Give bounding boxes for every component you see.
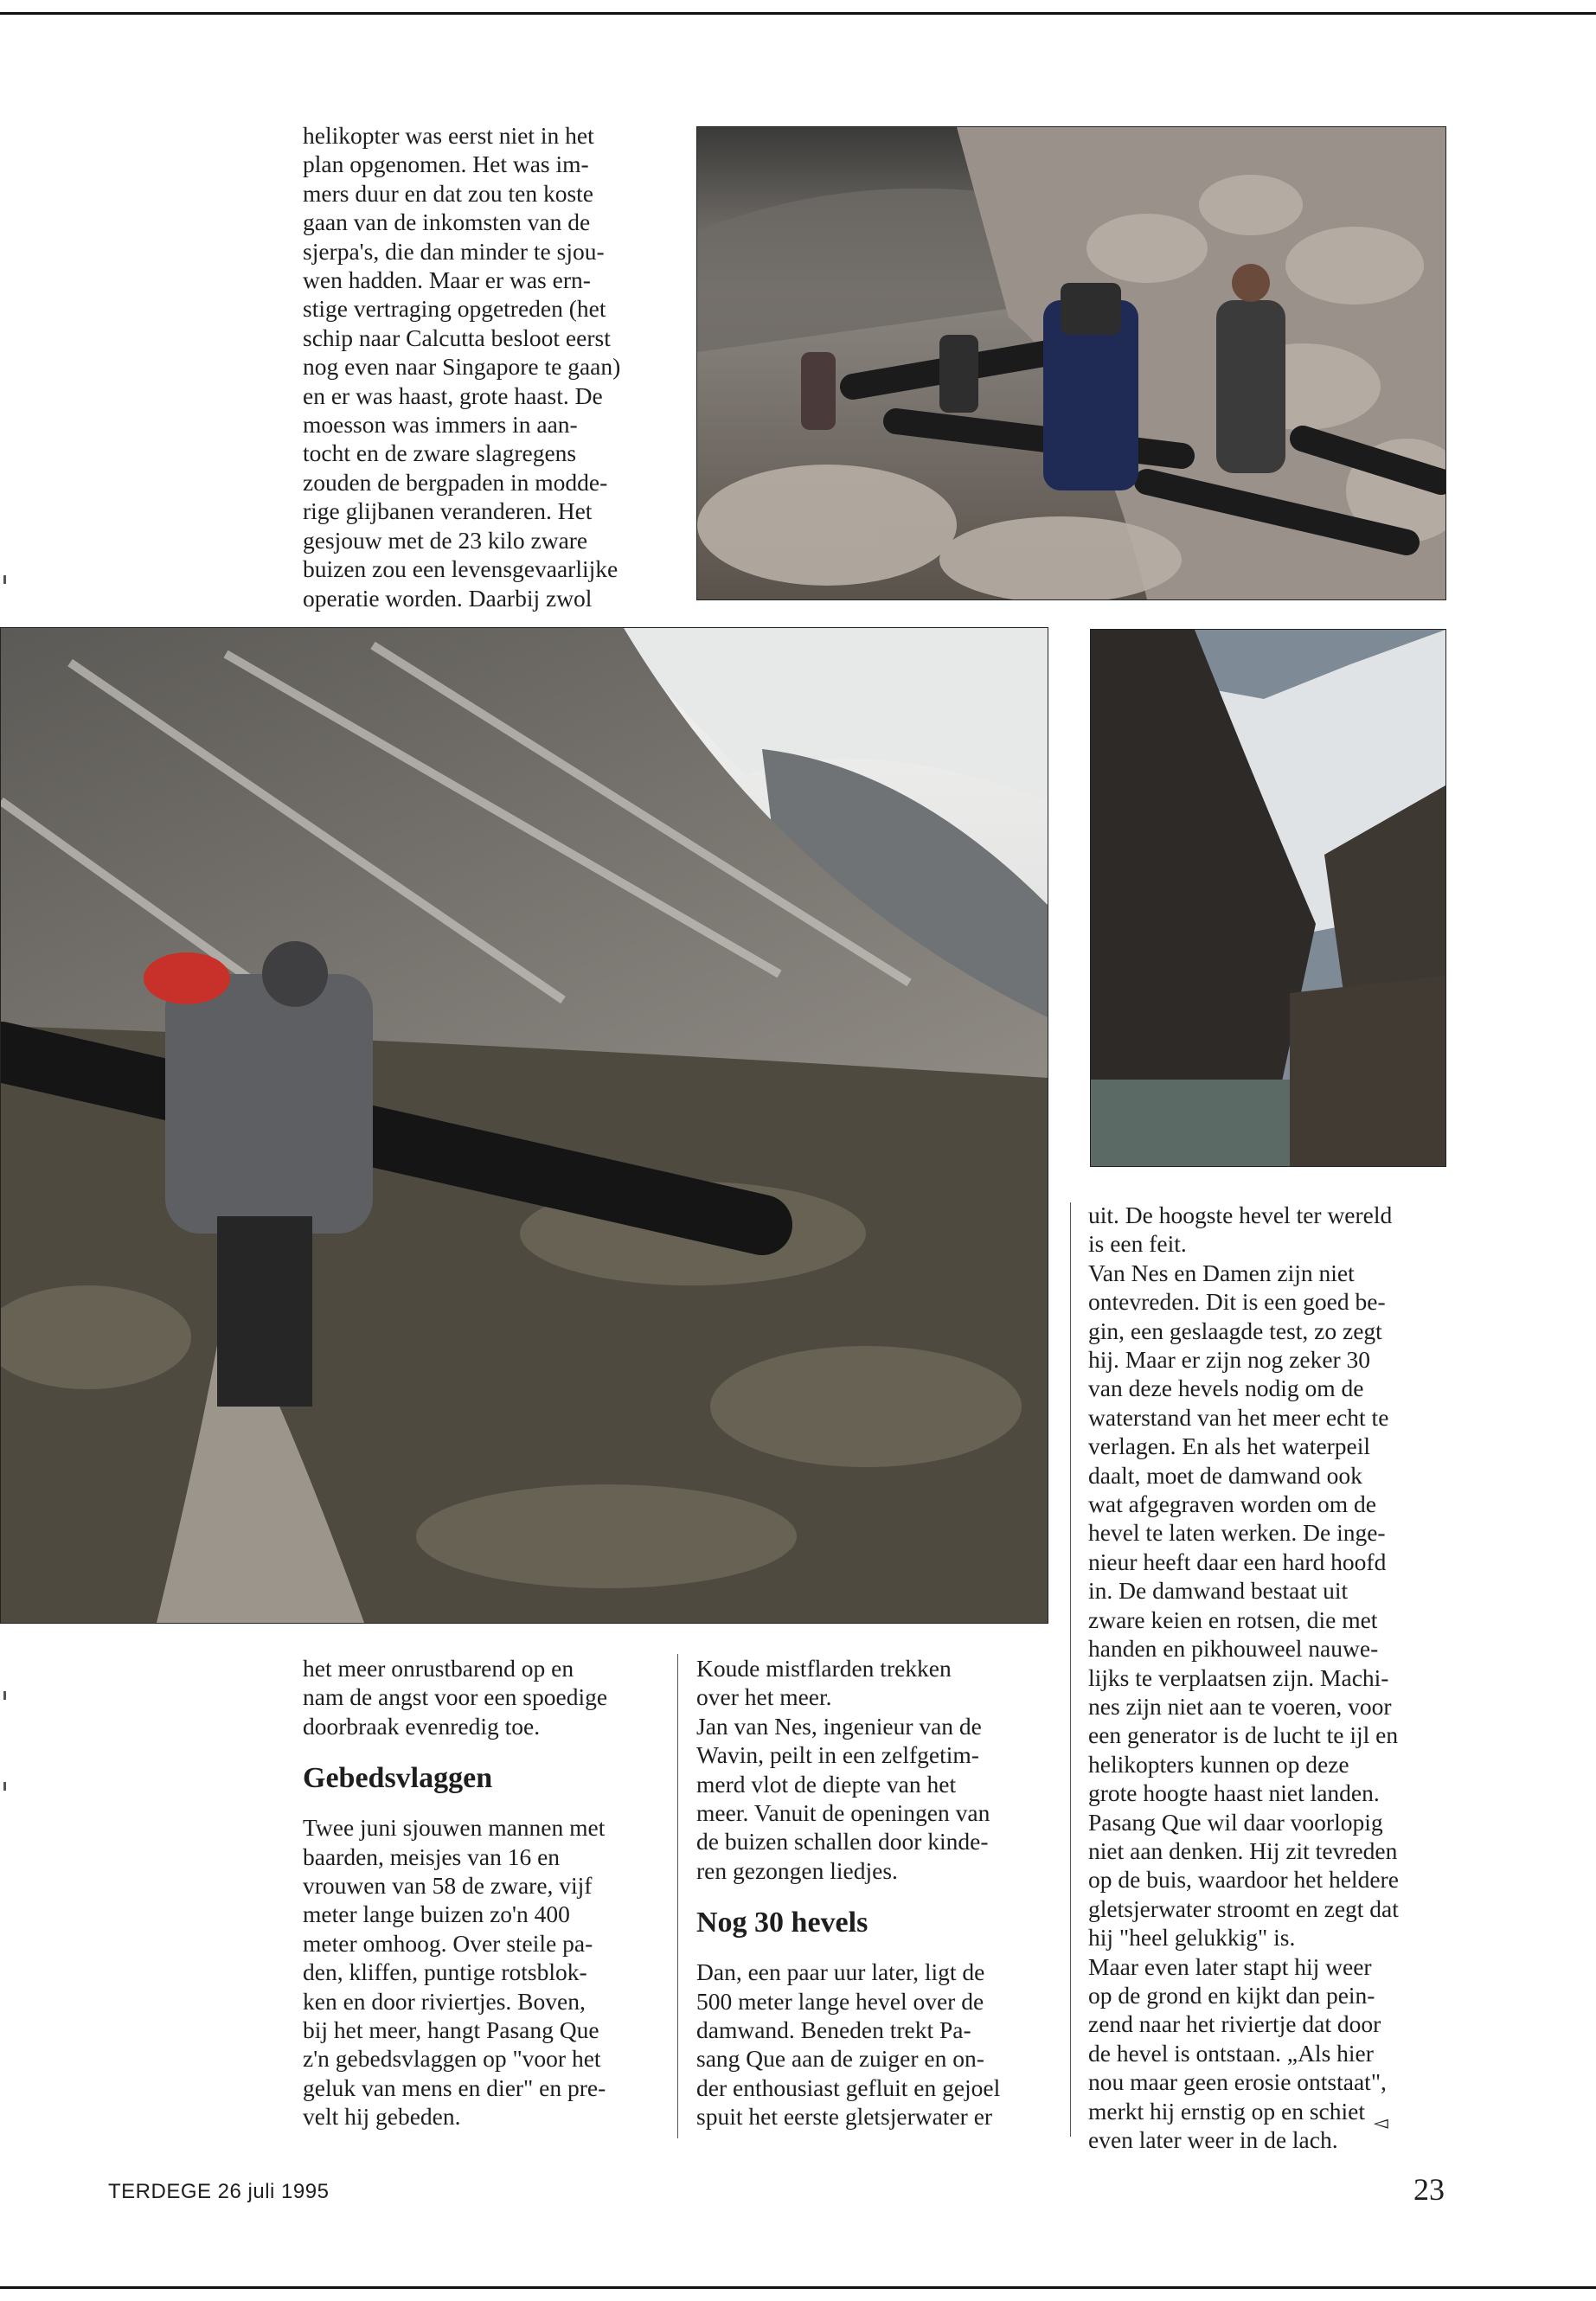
text-line: z'n gebedsvlaggen op "voor het — [303, 2045, 601, 2073]
column-rule-1 — [677, 1654, 678, 2138]
text-line: geluk van mens en dier" en pre- — [303, 2073, 606, 2101]
column-rule-2 — [1070, 1202, 1071, 2137]
text-line: in. De damwand bestaat uit — [1088, 1577, 1349, 1605]
text-line: nou maar geen erosie ontstaat", — [1088, 2068, 1387, 2096]
text-line: Dan, een paar uur later, ligt de — [696, 1958, 985, 1986]
col3-paragraph — [1088, 1201, 1452, 2154]
text-line: lijks te verplaatsen zijn. Machi- — [1088, 1663, 1389, 1691]
photo-porters-rocks — [696, 126, 1446, 600]
text-line: wen hadden. Maar er was ern- — [303, 266, 591, 294]
end-mark-icon: ◅ — [1374, 2112, 1388, 2134]
margin-mark — [3, 1691, 6, 1700]
text-line: moesson was immers in aan- — [303, 411, 578, 439]
text-line: de buizen schallen door kinde- — [696, 1828, 989, 1856]
text-line: damwand. Beneden trekt Pa- — [696, 2016, 971, 2044]
article-column-1 — [303, 1654, 666, 2131]
text-line: buizen zou een levensgevaarlijke — [303, 555, 619, 583]
text-line: op de grond en kijkt dan pein- — [1088, 1981, 1375, 2009]
text-line: daalt, moet de damwand ook — [1088, 1461, 1362, 1489]
text-line: even later weer in de lach. — [1088, 2126, 1338, 2153]
text-line: van deze hevels nodig om de — [1088, 1375, 1364, 1402]
article-column-2 — [696, 1654, 1068, 2131]
text-line: een generator is de lucht te ijl en — [1088, 1721, 1399, 1749]
text-line: het meer onrustbarend op en — [303, 1655, 574, 1682]
margin-mark — [3, 1782, 6, 1791]
text-line: Jan van Nes, ingenieur van de — [696, 1712, 982, 1740]
text-line: meter omhoog. Over steile pa- — [303, 1929, 593, 1957]
text-line: helikopters kunnen op deze — [1088, 1750, 1349, 1778]
text-line: hij. Maar er zijn nog zeker 30 — [1088, 1346, 1371, 1374]
text-line: sang Que aan de zuiger en on- — [696, 2045, 984, 2073]
col1-paragraph-a — [303, 1654, 666, 1740]
photo-porter-mountain-path — [0, 627, 1048, 1624]
text-line: vrouwen van 58 de zware, vijf — [303, 1872, 593, 1900]
text-line: velt hij gebeden. — [303, 2103, 461, 2131]
text-line: meter lange buizen zo'n 400 — [303, 1900, 570, 1928]
text-line: sjerpa's, die dan minder te sjou- — [303, 237, 605, 265]
text-line: nes zijn niet aan te voeren, voor — [1088, 1692, 1392, 1720]
text-line: wat afgegraven worden om de — [1088, 1490, 1376, 1518]
text-line: gesjouw met de 23 kilo zware — [303, 526, 588, 554]
col2-paragraph-b — [696, 1958, 1068, 2131]
article-column-3 — [1088, 1201, 1452, 2154]
text-line: 500 meter lange hevel over de — [696, 1987, 984, 2015]
text-line: de hevel is ontstaan. „Als hier — [1088, 2039, 1374, 2067]
text-line: baarden, meisjes van 16 en — [303, 1843, 561, 1870]
text-line: op de buis, waardoor het heldere — [1088, 1866, 1399, 1894]
text-line: tocht en de zware slagregens — [303, 439, 577, 467]
article-column-top — [303, 121, 683, 612]
text-line: ken en door riviertjes. Boven, — [303, 1987, 586, 2015]
scan-edge-top — [0, 12, 1596, 15]
text-line: gin, een geslaagde test, zo zegt — [1088, 1317, 1382, 1344]
text-line: der enthousiast gefluit en gejoel — [696, 2073, 1001, 2101]
text-line: operatie worden. Daarbij zwol — [303, 584, 593, 612]
text-line: ontevreden. Dit is een goed be- — [1088, 1288, 1386, 1316]
text-line: Koude mistflarden trekken — [696, 1655, 952, 1682]
text-line: nam de angst voor een spoedige — [303, 1683, 608, 1711]
text-line: rige glijbanen veranderen. Het — [303, 497, 593, 525]
text-line: bij het meer, hangt Pasang Que — [303, 2016, 599, 2044]
text-line: en er was haast, grote haast. De — [303, 381, 603, 409]
text-line: schip naar Calcutta besloot eerst — [303, 324, 611, 351]
text-line: waterstand van het meer echt te — [1088, 1403, 1389, 1431]
text-line: hevel te laten werken. De inge- — [1088, 1519, 1386, 1547]
heading-gebedsvlaggen: Gebedsvlaggen — [303, 1762, 493, 1795]
text-line: Van Nes en Damen zijn niet — [1088, 1259, 1355, 1286]
col1-paragraph-b — [303, 1813, 666, 2131]
text-line: plan opgenomen. Het was im- — [303, 151, 589, 178]
text-line: Twee juni sjouwen mannen met — [303, 1814, 606, 1842]
text-line: nieur heeft daar een hard hoofd — [1088, 1548, 1387, 1575]
text-line: gletsjerwater stroomt en zegt dat — [1088, 1894, 1399, 1922]
text-line: gaan van de inkomsten van de — [303, 208, 591, 236]
text-line: merd vlot de diepte van het — [696, 1770, 957, 1798]
text-line: hij "heel gelukkig" is. — [1088, 1924, 1296, 1952]
page-number: 23 — [1413, 2172, 1445, 2207]
text-line: nog even naar Singapore te gaan) — [303, 353, 621, 381]
text-line: helikopter was eerst niet in het — [303, 122, 594, 149]
text-line: grote hoogte haast niet landen. — [1088, 1779, 1380, 1807]
text-line: over het meer. — [696, 1683, 832, 1711]
text-line: mers duur en dat zou ten koste — [303, 179, 594, 207]
text-line: ren gezongen liedjes. — [696, 1856, 898, 1884]
text-line: handen en pikhouweel nauwe- — [1088, 1635, 1379, 1663]
photo-glacier-lake — [1090, 629, 1446, 1167]
text-line: spuit het eerste gletsjerwater er — [696, 2103, 993, 2131]
text-line: verlagen. En als het waterpeil — [1088, 1433, 1371, 1460]
text-line: meer. Vanuit de openingen van — [696, 1799, 990, 1827]
text-line: stige vertraging opgetreden (het — [303, 295, 606, 323]
text-line: zware keien en rotsen, die met — [1088, 1606, 1378, 1633]
text-line: doorbraak evenredig toe. — [303, 1712, 541, 1740]
text-line: Pasang Que wil daar voorlopig — [1088, 1808, 1383, 1836]
text-line: den, kliffen, puntige rotsblok- — [303, 1958, 587, 1986]
text-line: uit. De hoogste hevel ter wereld — [1088, 1202, 1393, 1228]
footer-magazine: TERDEGE 26 juli 1995 — [108, 2180, 330, 2203]
text-line: Wavin, peilt in een zelfgetim- — [696, 1741, 979, 1769]
text-line: zouden de bergpaden in modde- — [303, 468, 608, 496]
scan-edge-bottom — [0, 2286, 1596, 2289]
heading-nog-30-hevels: Nog 30 hevels — [696, 1907, 869, 1939]
col2-paragraph-a — [696, 1654, 1068, 1885]
text-line: zend naar het riviertje dat door — [1088, 2010, 1381, 2038]
text-line: Maar even later stapt hij weer — [1088, 1952, 1372, 1980]
text-line: niet aan denken. Hij zit tevreden — [1088, 1836, 1398, 1864]
margin-mark — [3, 575, 6, 584]
text-line: is een feit. — [1088, 1230, 1187, 1258]
text-line: merkt hij ernstig op en schiet — [1088, 2097, 1365, 2125]
